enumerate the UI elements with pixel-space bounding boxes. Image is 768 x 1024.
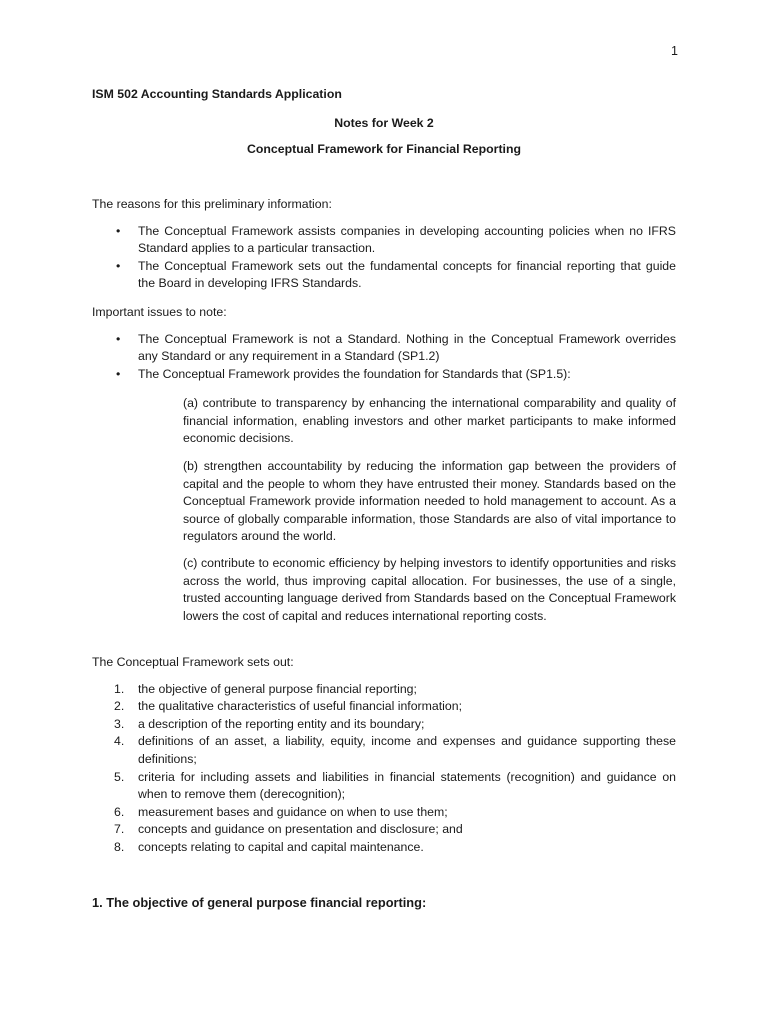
bullet-icon: • (116, 331, 121, 346)
list-item (92, 223, 676, 258)
sub-item-text: (b) strengthen accountability by reducing the information gap between the providers of capital and the people to whom they have entrusted their money. Standards based on the Conceptual Framework provide information needed to hold management to account. As a source of globally comparable information, those Standards are also of vital importance to regulators around the world. (183, 459, 676, 544)
list-item-text: definitions of an asset, a liability, equity, income and expenses and guidance supporting these definitions; (138, 734, 676, 766)
list-item (92, 769, 676, 804)
sub-item-c (183, 555, 676, 625)
list-item (92, 258, 676, 293)
list-item-text: a description of the reporting entity and its boundary; (138, 716, 425, 731)
list-item-text: criteria for including assets and liabilities in financial statements (recognition) and guidance on when to remove them (derecognition); (138, 769, 676, 802)
list-number: 6. (114, 804, 125, 819)
sets-out-section (92, 654, 676, 857)
list-item-text: measurement bases and guidance on when to use them; (138, 804, 448, 819)
list-item (92, 366, 676, 384)
sub-item-text: (c) contribute to economic efficiency by helping investors to identify opportunities and risks across the world, thus improving capital allocation. For businesses, the use of a single, trusted accounting language derived from Standards based on the Conceptual Framework lowers the cost of capital and reduces international reporting costs. (183, 556, 676, 623)
notes-title: Notes for Week 2 (334, 116, 434, 130)
list-item (92, 716, 676, 734)
list-number: 3. (114, 716, 125, 731)
list-item (92, 839, 676, 857)
sub-item-a (183, 395, 676, 448)
sub-item-text: (a) contribute to transparency by enhancing the international comparability and quality of financial information, enabling investors and other market participants to make informed economic decisions. (183, 396, 676, 446)
list-item-text: The Conceptual Framework is not a Standard. Nothing in the Conceptual Framework overrides any Standard or any requirement in a Standard (SP1.2) (138, 331, 676, 364)
sets-out-heading: The Conceptual Framework sets out: (92, 655, 294, 669)
list-number: 8. (114, 839, 125, 854)
list-item (92, 698, 676, 716)
list-item-text: the objective of general purpose financial reporting; (138, 681, 417, 696)
list-item (92, 821, 676, 839)
sets-out-list (92, 681, 676, 857)
list-number: 7. (114, 822, 125, 837)
list-item-text: the qualitative characteristics of useful financial information; (138, 699, 462, 714)
bullet-icon: • (116, 366, 121, 381)
list-number: 2. (114, 699, 125, 714)
page-number: 1 (671, 44, 678, 58)
list-number: 4. (114, 734, 125, 749)
issues-section (92, 304, 676, 383)
list-item-text: concepts relating to capital and capital maintenance. (138, 839, 424, 854)
list-item (92, 331, 676, 366)
list-number: 5. (114, 769, 125, 784)
bullet-icon: • (116, 258, 121, 273)
list-item-text: The Conceptual Framework sets out the fundamental concepts for financial reporting that guide the Board in developing IFRS Standards. (138, 258, 676, 291)
list-number: 1. (114, 681, 125, 696)
bullet-icon: • (116, 223, 121, 238)
list-item-text: The Conceptual Framework provides the foundation for Standards that (SP1.5): (138, 366, 571, 381)
issues-heading: Important issues to note: (92, 305, 227, 319)
list-item-text: The Conceptual Framework assists companies in developing accounting policies when no IFRS Standard applies to a particular transaction. (138, 223, 676, 256)
issues-list (92, 331, 676, 384)
list-item (92, 804, 676, 822)
list-item-text: concepts and guidance on presentation and disclosure; and (138, 822, 463, 837)
course-title: ISM 502 Accounting Standards Application (92, 87, 342, 101)
framework-title: Conceptual Framework for Financial Reporting (247, 142, 521, 156)
reasons-section (92, 196, 676, 293)
reasons-heading: The reasons for this preliminary information: (92, 197, 332, 211)
list-item (92, 733, 676, 768)
section-heading: 1. The objective of general purpose financial reporting: (92, 895, 427, 910)
list-item (92, 681, 676, 699)
reasons-list (92, 223, 676, 293)
sub-item-b (183, 458, 676, 546)
